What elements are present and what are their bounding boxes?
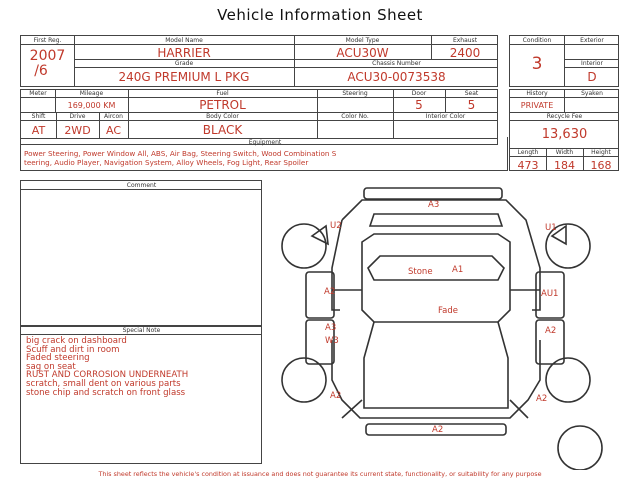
special-note-label: Special Note (122, 327, 161, 334)
special-note-line: big crack on dashboard (26, 336, 127, 346)
exhaust-label: Exhaust (452, 37, 478, 44)
roof-shape (362, 234, 510, 322)
equipment-label: Equipment (248, 139, 282, 146)
interior-value: D (587, 70, 597, 84)
fuel-value: PETROL (199, 98, 246, 112)
car-damage-diagram (270, 180, 630, 470)
comment-box (20, 180, 262, 326)
spare-wheel-shape (558, 426, 602, 470)
shift-value: AT (31, 124, 46, 137)
damage-mark: A2 (330, 391, 342, 401)
history-label: History (526, 90, 548, 97)
steering-label: Steering (342, 90, 368, 97)
left-rear-wheel-shape (282, 224, 326, 268)
special-note-line: sag on seat (26, 361, 76, 372)
first-reg-month: /6 (34, 63, 48, 79)
footer-disclaimer: This sheet reflects the vehicle's condition at issuance and does not guarantee its current state, functionality, or suitability for any purpose (98, 470, 542, 478)
syaken-label: Syaken (581, 90, 603, 97)
right-front-wheel-shape (546, 358, 590, 402)
special-note-line: RUST AND CORROSION UNDERNEATH (26, 370, 189, 381)
damage-mark: W3 (325, 336, 339, 346)
special-note-line: stone chip and scratch on front glass (26, 387, 186, 398)
body-color-label: Body Color (206, 113, 239, 120)
damage-mark: AU1 (541, 289, 559, 299)
left-front-wheel-shape (282, 358, 326, 402)
door-value: 5 (415, 98, 423, 112)
model-name-value: HARRIER (157, 46, 211, 60)
special-note-line: scratch, small dent on various parts (26, 378, 181, 389)
aircon-label: Aircon (104, 113, 123, 120)
exterior-label: Exterior (580, 37, 604, 44)
length-value: 473 (517, 159, 539, 172)
equipment-line-1: Power Steering, Power Window All, ABS, Air Bag, Steering Switch, Wood Combination S (24, 149, 337, 158)
seat-value: 5 (467, 98, 476, 112)
fuel-label: Fuel (216, 90, 229, 97)
equipment-box (20, 137, 508, 171)
comment-label: Comment (126, 182, 157, 189)
interior-color-label: Interior Color (425, 113, 466, 120)
shift-label: Shift (31, 113, 46, 120)
rear-bumper-shape (364, 188, 502, 199)
meter-label: Meter (29, 90, 47, 97)
mileage-value: 169,000 KM (67, 101, 116, 110)
first-reg-label: First Reg. (33, 37, 62, 44)
exhaust-value: 2400 (449, 46, 481, 60)
damage-mark: U1 (545, 223, 557, 233)
damage-mark: A2 (545, 326, 557, 336)
history-box (509, 89, 619, 171)
color-no-label: Color No. (341, 113, 369, 120)
condition-label: Condition (522, 37, 552, 44)
door-label: Door (411, 90, 427, 97)
condition-value: 3 (531, 54, 543, 74)
width-label: Width (555, 149, 574, 156)
hood-shape (364, 322, 508, 408)
recycle-fee-label: Recycle Fee (546, 113, 583, 120)
rear-window-shape (370, 214, 502, 226)
damage-mark: Fade (438, 306, 458, 316)
condition-box (509, 35, 619, 87)
mileage-label: Mileage (79, 90, 104, 97)
height-label: Height (591, 149, 611, 156)
special-note-line: Scuff and dirt in room (26, 344, 120, 355)
damage-mark: A2 (432, 425, 444, 435)
special-note-box (20, 326, 262, 464)
model-type-value: ACU30W (336, 46, 389, 60)
drive-label: Drive (69, 113, 86, 120)
seat-label: Seat (464, 90, 479, 97)
model-type-label: Model Type (345, 37, 380, 44)
recycle-fee-value: 13,630 (541, 127, 588, 142)
vehicle-info-box (20, 35, 498, 87)
chassis-label: Chassis Number (372, 60, 421, 67)
equipment-line-2: teering, Audio Player, Navigation System, Alloy Wheels, Fog Light, Rear Spoiler (24, 158, 309, 167)
length-label: Length (517, 149, 539, 156)
damage-mark: A2 (324, 287, 336, 297)
chassis-value: ACU30-0073538 (347, 70, 446, 84)
damage-mark: A1 (452, 265, 464, 275)
grade-value: 240G PREMIUM L PKG (118, 70, 250, 84)
windshield-shape (368, 256, 504, 280)
history-value: PRIVATE (520, 101, 554, 110)
damage-mark: A3 (325, 323, 337, 333)
grade-label: Grade (174, 60, 194, 67)
drive-value: 2WD (64, 124, 91, 137)
model-name-label: Model Name (165, 37, 203, 44)
interior-label: Interior (581, 60, 603, 67)
aircon-value: AC (105, 124, 121, 137)
width-value: 184 (554, 159, 575, 172)
damage-mark: U2 (330, 221, 342, 231)
special-note-lines (26, 337, 188, 397)
page-title: Vehicle Information Sheet (217, 6, 423, 24)
height-value: 168 (590, 159, 612, 172)
special-note-line: Faded steering (26, 353, 90, 364)
damage-mark: A3 (428, 200, 440, 210)
body-color-value: BLACK (202, 123, 243, 137)
damage-mark: A2 (536, 394, 548, 404)
damage-mark: Stone (408, 267, 433, 277)
first-reg-year: 2007 (29, 48, 66, 64)
